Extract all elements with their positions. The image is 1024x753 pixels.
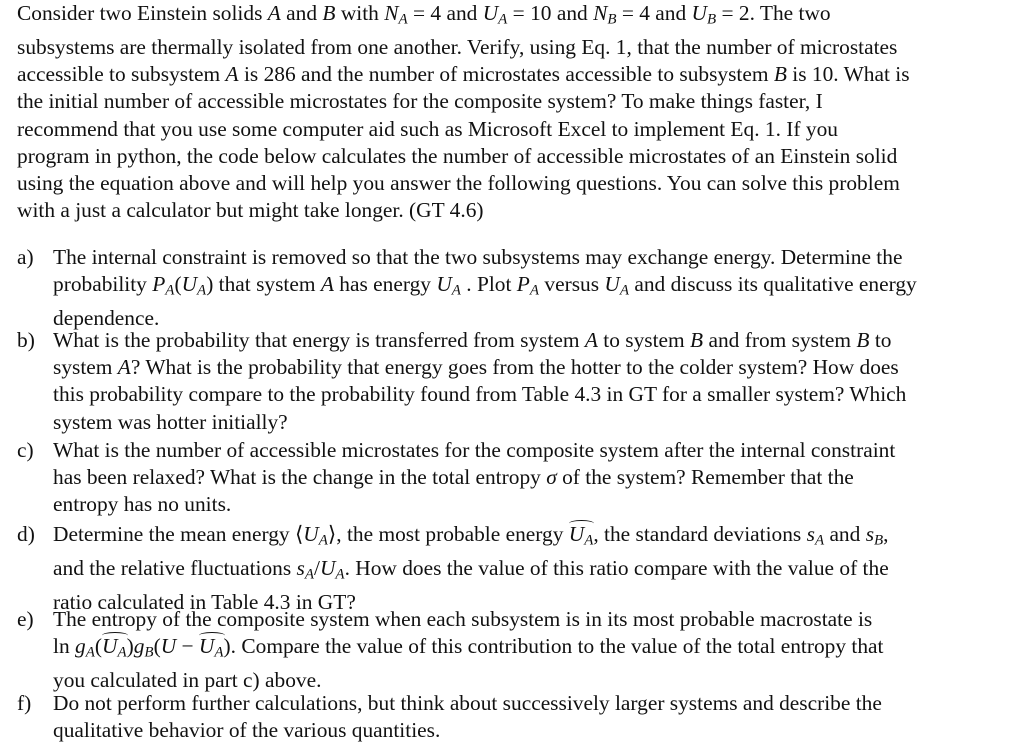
hat-symbol: $U_A$ [199,633,224,667]
intro-line-8: with a just a calculator but might take longer. (GT 4.6) [17,198,484,223]
question-label: b) [17,328,35,352]
intro-line-2: subsystems are thermally isolated from one another. Verify, using Eq. 1, that the number of microstates [17,34,898,59]
question-label: d) [17,522,35,546]
question-label: a) [17,245,34,269]
intro-line-1: Consider two Einstein solids A and B with $N_A = 4$ and $U_A = 10$ and $N_B = 4$ and $U_B = 2$. The two [17,1,831,28]
intro-line-3: accessible to subsystem A is 286 and the number of microstates accessible to subsystem B is 10. What is [17,62,910,87]
question-label: f) [17,691,32,715]
question-label: e) [17,607,34,631]
problem-page: Consider two Einstein solids A and B with $N_A = 4$ and $U_A = 10$ and $N_B = 4$ and $U_B = 2$. The two subsystems are thermally isolated from one another. Verify, using Eq. 1, that the number of microstates accessible to subsystem A is 286 and the number of microstates accessible to subsystem B is 10. What is the initial number of accessible microstates for the composite system? To make things faster, I recommend that you use some computer aid such as Microsoft Excel to implement Eq. 1. If you program in python, the code below calculates the number of accessible microstates of an Einstein solid using the equation above and will help you answer the following questions. You can solve this problem with a just a calculator but might take longer. (GT 4.6) a) The internal constraint is removed so that the two subsystems may exchange energy. Determine the probability $P_A(U_A)$ that system A has energy $U_A$ . Plot $P_A$ versus $U_A$ and discuss its qualitative energy dependence. b) What is the probability that energy is transferred from system A to system B and from system B to system A? What is the probability that energy goes from the hotter to the colder system? How does this probability compare to the probability found from Table 4.3 in GT for a smaller system? Which system was hotter initially? c) What is the number of accessible microstates for the composite system after the internal constraint has been relaxed? What is the change in the total entropy σ of the system? Remember that the entropy has no units. d) Determine the mean energy $⟨U_A⟩$, the most probable energy $U_A$, the standard deviations $s_A$ and $s_B$, and the relative fluctuations $s_A/U_A$. How does the value of this ratio compare with the value of the ratio calculated in Table 4.3 in GT? e) The entropy of the composite system when each subsystem is in its most probable macrostate is $\ln g_A(U_A)g_B(U - U_A)$. Compare the value of this contribution to the value of the total entropy that you calculated in part c) above. f) Do not perform further calculations, but think about successively larger systems and describe the qualitative behavior of the various quantities. [0,0,1024,753]
hat-symbol: $U_A$ [102,633,127,667]
intro-line-7: using the equation above and will help you answer the following questions. You can solve this problem [17,170,900,195]
hat-symbol: $U_A$ [569,521,594,555]
intro-line-5: recommend that you use some computer aid such as Microsoft Excel to implement Eq. 1. If you [17,116,838,141]
intro-line-6: program in python, the code below calculates the number of accessible microstates of an Einstein solid [17,143,898,168]
question-label: c) [17,438,34,462]
problem-statement [17,0,1017,224]
intro-line-4: the initial number of accessible microstates for the composite system? To make things faster, I [17,89,823,114]
